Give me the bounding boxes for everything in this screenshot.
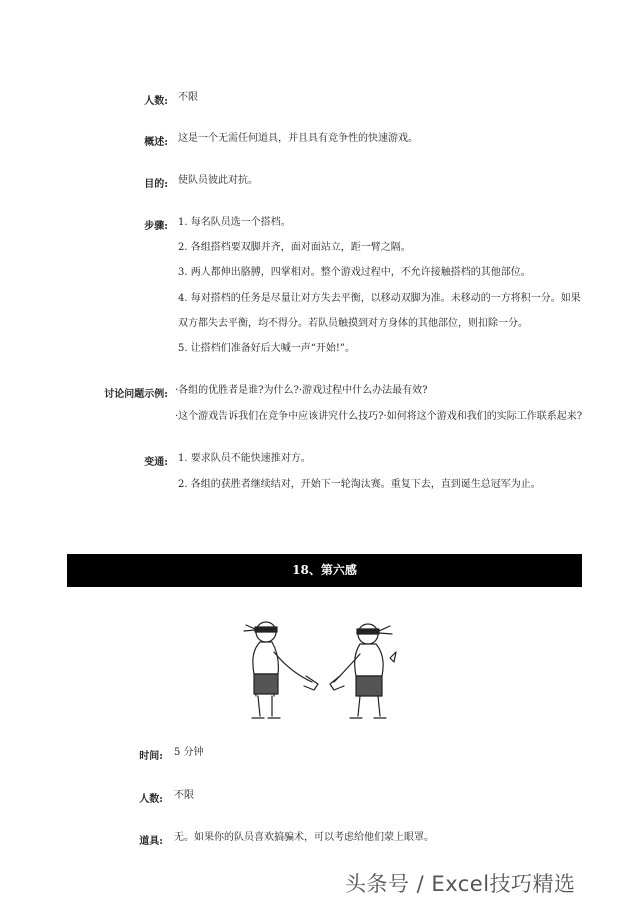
step-3: 3. 两人都伸出胳膊，四掌相对。整个游戏过程中，不允许接触搭档的其他部位。 <box>178 267 531 278</box>
props-label: 道具: <box>139 836 163 847</box>
overview-value: 这是一个无需任何道具，并且具有竞争性的快速游戏。 <box>178 133 418 144</box>
discussion-1: ·各组的优胜者是谁?为什么?·游戏过程中什么办法最有效? <box>175 385 428 396</box>
step-4-cont: 双方都失去平衡，均不得分。若队员触摸到对方身体的其他部位，则扣除一分。 <box>178 318 528 329</box>
people-value: 不限 <box>178 92 198 103</box>
step-2: 2. 各组搭档要双脚并齐，面对面站立，距一臂之隔。 <box>178 242 411 253</box>
props-value: 无。如果你的队员喜欢搞骗术，可以考虑给他们蒙上眼罩。 <box>174 832 434 843</box>
overview-label: 概述: <box>144 137 168 148</box>
discussion-2: ·这个游戏告诉我们在竞争中应该讲究什么技巧?·如何将这个游戏和我们的实际工作联系起来? <box>175 411 583 422</box>
people-label: 人数: <box>144 96 168 107</box>
steps-label: 步骤: <box>144 221 168 232</box>
watermark: 头条号 / Excel技巧精选 <box>345 872 576 896</box>
goal-label: 目的: <box>144 179 168 190</box>
section-banner: 18、第六感 <box>67 554 582 587</box>
people-value-2: 不限 <box>174 790 194 801</box>
variation-label: 变通: <box>144 457 168 468</box>
step-1: 1. 每名队员选一个搭档。 <box>178 217 291 228</box>
blindfolded-partners-illustration <box>240 612 410 727</box>
discussion-label: 讨论问题示例: <box>104 389 168 400</box>
step-5: 5. 让搭档们准备好后大喊一声“开始!”。 <box>178 343 355 354</box>
step-4: 4. 每对搭档的任务是尽量让对方失去平衡，以移动双脚为准。未移动的一方将积一分。如果 <box>178 293 581 304</box>
variation-1: 1. 要求队员不能快速推对方。 <box>178 453 311 464</box>
goal-value: 使队员彼此对抗。 <box>178 175 258 186</box>
variation-2: 2. 各组的获胜者继续结对，开始下一轮淘汰赛。重复下去，直到诞生总冠军为止。 <box>178 479 541 490</box>
time-label: 时间: <box>139 751 163 762</box>
time-value: 5 分钟 <box>174 747 204 758</box>
people-label-2: 人数: <box>139 794 163 805</box>
